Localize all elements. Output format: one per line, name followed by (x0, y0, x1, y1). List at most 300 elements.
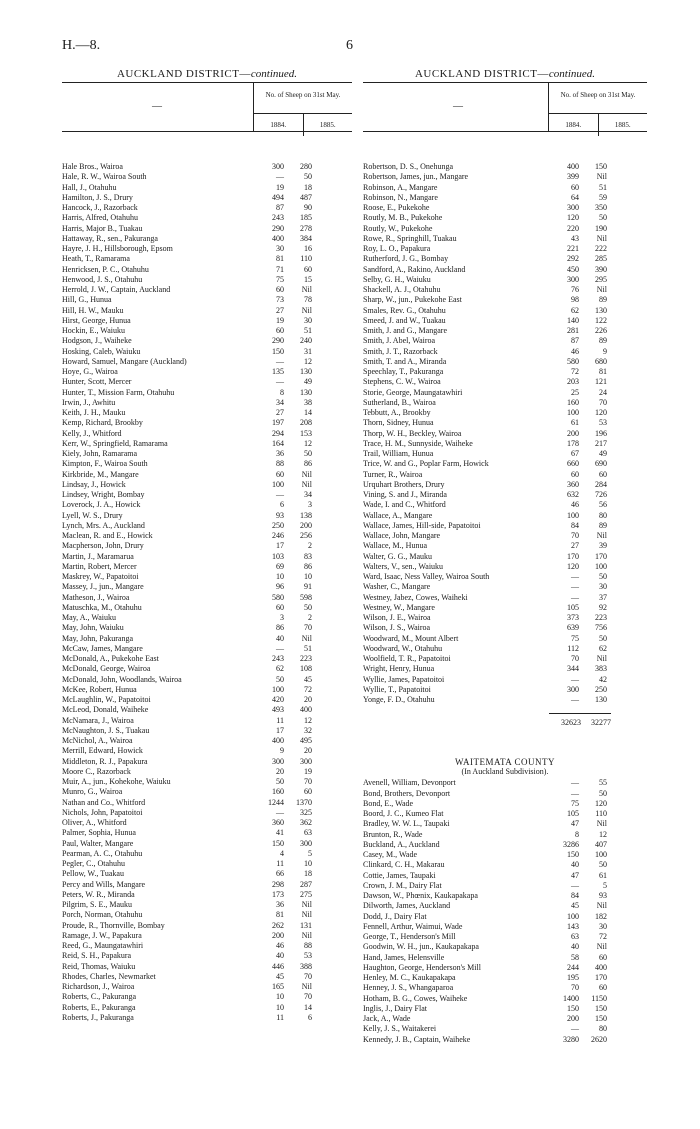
table-row (363, 830, 647, 840)
sheep-1884: 100 (567, 911, 579, 921)
table-row (363, 675, 647, 685)
sheep-1884: 9 (280, 746, 284, 756)
sheep-1884: 150 (567, 850, 579, 859)
sheep-1885: 78 (304, 295, 312, 305)
sheep-1884: 87 (571, 336, 579, 346)
sheep-1885: 400 (300, 705, 312, 715)
sheep-1885: 20 (304, 695, 312, 704)
table-row (62, 306, 352, 316)
sheep-1885: 31 (304, 346, 312, 356)
owner-name: Goodwin, W. H., jun., Kaukapakapa (363, 942, 479, 952)
table-row (62, 295, 352, 305)
owner-name: Peters, W. R., Miranda (62, 889, 135, 899)
sheep-1885: Nil (301, 479, 312, 489)
owner-name: Massey, J., jun., Mangare (62, 582, 144, 592)
sheep-1885: Nil (301, 982, 312, 991)
sheep-1885: 6 (308, 1012, 312, 1022)
owner-name: Wyllie, James, Papatoitoi (363, 674, 445, 684)
sheep-1885: 190 (595, 223, 607, 233)
sheep-1885: 100 (595, 850, 607, 859)
owner-name: Hattaway, R., sen., Pakuranga (62, 233, 158, 243)
owner-name: Westney, W., Mangare (363, 602, 435, 612)
owner-name: Urquhart Brothers, Drury (363, 479, 445, 489)
sheep-1884: 494 (272, 192, 284, 202)
sheep-1884: 58 (571, 952, 579, 962)
sheep-1884: 60 (571, 182, 579, 192)
sheep-1885: 18 (304, 869, 312, 879)
sheep-1884: 143 (567, 921, 579, 931)
owner-name: Smith, J. and G., Mangare (363, 326, 447, 335)
sheep-1885: 680 (595, 356, 607, 366)
sheep-1885: 30 (599, 921, 607, 931)
sheep-1885: 284 (595, 479, 607, 489)
name-column-header: — (152, 101, 162, 112)
table-row (363, 377, 647, 387)
waitemata-rows (363, 778, 647, 1045)
sheep-1884: 60 (276, 285, 284, 294)
owner-name: Storie, George, Maungatawhiri (363, 387, 463, 397)
year-1884-header: 1884. (549, 114, 599, 136)
sheep-1885: Nil (596, 654, 607, 663)
sheep-1885: 130 (595, 305, 607, 315)
table-row (62, 982, 352, 992)
sheep-1885: 226 (595, 326, 607, 335)
owner-name: Howard, Samuel, Mangare (Auckland) (62, 356, 187, 366)
sheep-1885: 10 (304, 859, 312, 868)
owner-name: Smith, J. T., Razorback (363, 346, 438, 356)
sheep-1885: 70 (304, 777, 312, 786)
owner-name: Robinson, A., Mangare (363, 182, 438, 192)
sheep-1885: 362 (300, 818, 312, 827)
sheep-1885: Nil (596, 942, 607, 952)
owner-name: Hill, G., Hunua (62, 295, 112, 305)
table-row (62, 757, 352, 767)
sheep-1884: 30 (276, 244, 284, 253)
sheep-1885: 120 (595, 408, 607, 417)
table-row (62, 388, 352, 398)
table-row (363, 623, 647, 633)
table-row (62, 644, 352, 654)
sheep-1885: 487 (300, 192, 312, 202)
right-table-header (363, 83, 647, 132)
sheep-1885: 38 (304, 397, 312, 407)
owner-name: Trice, W. and G., Poplar Farm, Howick (363, 459, 489, 469)
owner-name: Kirkbride, M., Mangare (62, 469, 139, 479)
owner-name: Kelly, J. S., Waitakerei (363, 1024, 437, 1034)
owner-name: Robinson, N., Mangare (363, 192, 438, 202)
table-row (363, 634, 647, 644)
table-row (363, 449, 647, 459)
sheep-1885: Nil (596, 285, 607, 294)
sheep-1884: — (276, 377, 284, 387)
sheep-1884: 450 (567, 264, 579, 274)
table-row (363, 582, 647, 592)
owner-name: Moore C., Razorback (62, 766, 131, 776)
sheep-1885: 300 (300, 756, 312, 766)
sheep-1884: 639 (567, 623, 579, 633)
sheep-count-header: No. of Sheep on 31st May. (254, 83, 352, 114)
sheep-1885: 300 (300, 838, 312, 848)
sheep-1884: 120 (567, 213, 579, 223)
sheep-1884: 47 (571, 819, 579, 829)
sheep-1885: 50 (599, 633, 607, 643)
sheep-1884: 221 (567, 244, 579, 253)
table-row (363, 613, 647, 623)
table-row (363, 603, 647, 613)
owner-name: Bradley, W. W. L., Taupaki (363, 819, 450, 829)
sheep-1884: — (571, 572, 579, 581)
table-row (62, 1003, 352, 1013)
owner-name: Walters, V., sen., Waiuku (363, 561, 444, 571)
owner-name: McKee, Robert, Hunua (62, 684, 137, 694)
table-row (363, 162, 647, 172)
page-number: 6 (346, 38, 353, 53)
sheep-1885: 70 (304, 623, 312, 633)
sheep-1885: 122 (595, 315, 607, 325)
table-row (62, 541, 352, 551)
owner-name: Henricksen, P. C., Otahuhu (62, 264, 149, 274)
owner-name: Roy, L. O., Papakura (363, 244, 431, 253)
sheep-1885: 50 (599, 213, 607, 223)
table-row (62, 285, 352, 295)
table-row (363, 953, 647, 963)
table-row (363, 285, 647, 295)
sheep-1885: 20 (304, 746, 312, 756)
owner-name: Cottie, James, Taupaki (363, 870, 436, 880)
sheep-1885: 200 (300, 520, 312, 530)
owner-name: McLeod, Donald, Waiheke (62, 705, 149, 715)
table-row (62, 716, 352, 726)
table-row (363, 572, 647, 582)
sheep-1885: 350 (595, 203, 607, 212)
sheep-1884: 43 (571, 233, 579, 243)
owner-name: May, John, Waiuku (62, 623, 124, 633)
sheep-1884: 70 (571, 654, 579, 663)
owner-name: Hayre, J. H., Hillsborough, Epsom (62, 244, 173, 253)
table-row (62, 910, 352, 920)
owner-name: Thorn, Sidney, Hunua (363, 418, 434, 428)
owner-name: Inglis, J., Dairy Flat (363, 1003, 427, 1013)
owner-name: Ramage, J. W., Papakura (62, 930, 142, 940)
sheep-1884: — (276, 356, 284, 366)
sheep-1884: 11 (276, 859, 284, 868)
owner-name: Matheson, J., Wairoa (62, 592, 130, 602)
sheep-1884: 50 (276, 777, 284, 786)
sheep-1885: 50 (304, 602, 312, 612)
table-row (62, 377, 352, 387)
sheep-1884: — (571, 592, 579, 602)
owner-name: Proude, R., Thornville, Bombay (62, 920, 165, 930)
table-row (363, 193, 647, 203)
owner-name: Rutherford, J. G., Bombay (363, 254, 449, 264)
sheep-1884: 4 (280, 848, 284, 858)
table-row (62, 234, 352, 244)
table-row (62, 459, 352, 469)
owner-name: Speechlay, T., Pakuranga (363, 367, 444, 376)
sheep-1884: 75 (571, 633, 579, 643)
sheep-1885: 62 (599, 643, 607, 653)
table-row (363, 388, 647, 398)
table-row (363, 562, 647, 572)
owner-name: Harris, Major B., Tuakau (62, 223, 143, 233)
owner-name: Wyllie, T., Papatoitoi (363, 684, 431, 694)
table-row (62, 808, 352, 818)
sheep-1884: 400 (272, 736, 284, 745)
sheep-1885: 63 (304, 828, 312, 838)
sheep-1884: 47 (571, 870, 579, 880)
table-row (62, 818, 352, 828)
sheep-1884: 399 (567, 172, 579, 182)
sheep-1884: — (571, 582, 579, 592)
table-row (62, 654, 352, 664)
sheep-1885: 12 (304, 438, 312, 448)
table-row (363, 994, 647, 1004)
table-row (62, 449, 352, 459)
sheep-1884: 62 (276, 664, 284, 674)
right-column-title: AUCKLAND DISTRICT—continued. (363, 68, 647, 83)
sheep-1885: 59 (599, 192, 607, 202)
owner-name: Nichols, John, Papatoitoi (62, 807, 143, 817)
sheep-1885: 60 (599, 952, 607, 962)
table-row (62, 695, 352, 705)
sheep-1885: 150 (595, 162, 607, 171)
sheep-1884: 164 (272, 438, 284, 448)
sheep-1884: 17 (276, 725, 284, 735)
sheep-1884: 88 (276, 459, 284, 469)
sheep-1884: 197 (272, 418, 284, 428)
table-row (363, 398, 647, 408)
sheep-1885: 50 (599, 572, 607, 581)
owner-name: Buckland, A., Auckland (363, 839, 440, 849)
sheep-1884: 73 (276, 295, 284, 305)
owner-name: Crown, J. M., Dairy Flat (363, 880, 442, 890)
sheep-1885: 53 (304, 951, 312, 961)
owner-name: Trail, William, Hunua (363, 449, 434, 458)
sheep-1884: 71 (276, 264, 284, 274)
sheep-1885: 89 (599, 336, 607, 346)
sheep-1884: 46 (571, 500, 579, 510)
owner-name: Reid, Thomas, Waiuku (62, 961, 136, 971)
sheep-1885: 287 (300, 879, 312, 889)
sheep-1884: 46 (276, 941, 284, 950)
sheep-1884: — (276, 807, 284, 817)
sheep-1884: 150 (567, 1003, 579, 1013)
table-row (363, 316, 647, 326)
table-row (363, 593, 647, 603)
owner-name: Routly, W., Pukekohe (363, 223, 433, 233)
owner-name: Palmer, Sophia, Hunua (62, 828, 136, 838)
sheep-1885: 130 (300, 387, 312, 397)
owner-name: Wright, Henry, Hunua (363, 664, 435, 674)
sheep-1884: 100 (567, 510, 579, 520)
left-table-header (62, 83, 352, 132)
sheep-1885: 12 (304, 356, 312, 366)
owner-name: Hunter, T., Mission Farm, Otahuhu (62, 387, 175, 397)
sheep-1885: 45 (304, 674, 312, 684)
owner-name: Hand, James, Helensville (363, 952, 445, 962)
table-row (62, 849, 352, 859)
sheep-1884: 170 (567, 551, 579, 561)
sheep-1885: 217 (595, 438, 607, 448)
owner-name: Middleton, R. J., Papakura (62, 756, 148, 766)
owner-name: Smeed, J. and W., Tuakau (363, 315, 446, 325)
sheep-1885: 388 (300, 961, 312, 971)
sheep-1885: 275 (300, 889, 312, 899)
sheep-1885: Nil (596, 172, 607, 182)
owner-name: Matuschka, M., Otahuhu (62, 602, 142, 612)
table-row (363, 695, 647, 705)
table-row (62, 675, 352, 685)
sheep-1884: 70 (571, 531, 579, 540)
sheep-1884: 84 (571, 891, 579, 900)
sheep-1884: 11 (276, 715, 284, 725)
table-row (62, 480, 352, 490)
sheep-1885: 240 (300, 336, 312, 346)
sheep-1884: 8 (280, 387, 284, 397)
sheep-1884: 100 (272, 479, 284, 489)
owner-name: Wallace, A., Mangare (363, 510, 433, 520)
table-row (62, 439, 352, 449)
sheep-1884: 294 (272, 428, 284, 438)
left-column-title: AUCKLAND DISTRICT—continued. (62, 68, 352, 83)
sheep-1884: 360 (272, 818, 284, 827)
sheep-1884: 160 (567, 397, 579, 407)
table-row (62, 777, 352, 787)
table-row (62, 172, 352, 182)
sheep-1885: 390 (595, 264, 607, 274)
owner-name: Muir, A., jun., Kohekohe, Waiuku (62, 777, 171, 786)
sheep-1885: 170 (595, 973, 607, 982)
table-row (363, 644, 647, 654)
right-column (363, 68, 647, 1045)
owner-name: Rhodes, Charles, Newmarket (62, 971, 156, 981)
sheep-1885: 18 (304, 182, 312, 192)
sheep-1884: 195 (567, 973, 579, 982)
sheep-1884: 63 (571, 932, 579, 941)
sheep-1884: 360 (567, 479, 579, 489)
table-row (363, 326, 647, 336)
sheep-1884: 76 (571, 285, 579, 294)
table-row (62, 347, 352, 357)
sheep-1884: 400 (567, 162, 579, 171)
table-row (62, 265, 352, 275)
owner-name: Porch, Norman, Otahuhu (62, 910, 143, 920)
owner-name: Robertson, James, jun., Mangare (363, 172, 469, 182)
sheep-1885: 53 (599, 418, 607, 428)
table-row (62, 613, 352, 623)
owner-name: Hill, H. W., Mauku (62, 305, 124, 315)
sheep-1884: 8 (575, 829, 579, 839)
sheep-1884: 75 (571, 798, 579, 808)
table-row (363, 850, 647, 860)
owner-name: McNamara, J., Wairoa (62, 715, 134, 725)
owner-name: Maclean, R. and E., Howick (62, 531, 153, 540)
owner-name: Lyell, W. S., Drury (62, 510, 123, 520)
owner-name: McLaughlin, W., Papatoitoi (62, 695, 151, 704)
table-row (363, 244, 647, 254)
sheep-1885: 80 (599, 1024, 607, 1034)
sheep-1884: — (276, 490, 284, 499)
sheep-1885: 70 (304, 992, 312, 1002)
sheep-1884: 84 (571, 520, 579, 530)
table-row (363, 275, 647, 285)
owner-name: Hall, J., Otahuhu (62, 182, 117, 192)
sheep-1884: 1400 (563, 993, 579, 1003)
table-row (62, 767, 352, 777)
sheep-1885: 121 (595, 377, 607, 387)
table-row (363, 234, 647, 244)
table-row (62, 880, 352, 890)
year-1884-header: 1884. (254, 114, 304, 136)
sheep-1885: 55 (599, 778, 607, 788)
owner-name: Hodgson, J., Waiheke (62, 336, 132, 346)
sheep-1885: 50 (599, 788, 607, 798)
sheep-1885: 50 (304, 449, 312, 458)
table-row (363, 500, 647, 510)
sheep-1884: 165 (272, 982, 284, 991)
table-row (62, 316, 352, 326)
table-row (363, 901, 647, 911)
owner-name: Hancock, J., Razorback (62, 203, 138, 212)
table-row (363, 664, 647, 674)
table-row (62, 582, 352, 592)
sheep-1885: 60 (599, 469, 607, 479)
table-row (363, 418, 647, 428)
owner-name: Dawson, W., Phœnix, Kaukapakapa (363, 891, 478, 900)
owner-name: Wilson, J. E., Wairoa (363, 613, 431, 622)
sheep-1884: 200 (567, 428, 579, 438)
table-row (363, 922, 647, 932)
sheep-1884: 10 (276, 572, 284, 581)
table-row (62, 962, 352, 972)
sheep-1884: 344 (567, 664, 579, 674)
table-row (62, 203, 352, 213)
owner-name: Hirst, George, Hunua (62, 315, 131, 325)
sheep-1885: 16 (304, 244, 312, 253)
sheep-1885: 223 (300, 654, 312, 663)
table-row (363, 881, 647, 891)
sheep-1885: 170 (595, 551, 607, 561)
sheep-1884: 200 (567, 1014, 579, 1023)
table-row (363, 1014, 647, 1024)
sheep-1885: 100 (595, 561, 607, 571)
sheep-1884: 19 (276, 182, 284, 192)
sheep-1884: 10 (276, 1002, 284, 1012)
owner-name: Hoye, G., Wairoa (62, 367, 118, 376)
owner-name: Wallace, James, Hill-side, Papatoitoi (363, 520, 481, 530)
sheep-1884: 40 (571, 942, 579, 952)
sheep-1884: 86 (276, 623, 284, 633)
table-row (363, 973, 647, 983)
owner-name: Pearman, A. C., Otahuhu (62, 848, 143, 858)
table-row (62, 828, 352, 838)
owner-name: Hunter, Scott, Mercer (62, 377, 132, 387)
table-row (62, 398, 352, 408)
owner-name: Boord, J. C., Kumeo Flat (363, 809, 444, 818)
year-1885-header: 1885. (319, 121, 336, 129)
table-row (62, 900, 352, 910)
sheep-1884: 120 (567, 561, 579, 571)
owner-name: Kerr, W., Springfield, Ramarama (62, 438, 168, 448)
sheep-1884: 70 (571, 983, 579, 993)
sheep-1884: 20 (276, 766, 284, 776)
sheep-1884: 17 (276, 541, 284, 551)
owner-name: Wade, I. and C., Whitford (363, 500, 446, 510)
sheep-1885: Nil (301, 900, 312, 909)
owner-name: McDonald, George, Wairoa (62, 664, 151, 674)
table-row (62, 562, 352, 572)
owner-name: Routly, M. B., Pukekohe (363, 213, 443, 223)
